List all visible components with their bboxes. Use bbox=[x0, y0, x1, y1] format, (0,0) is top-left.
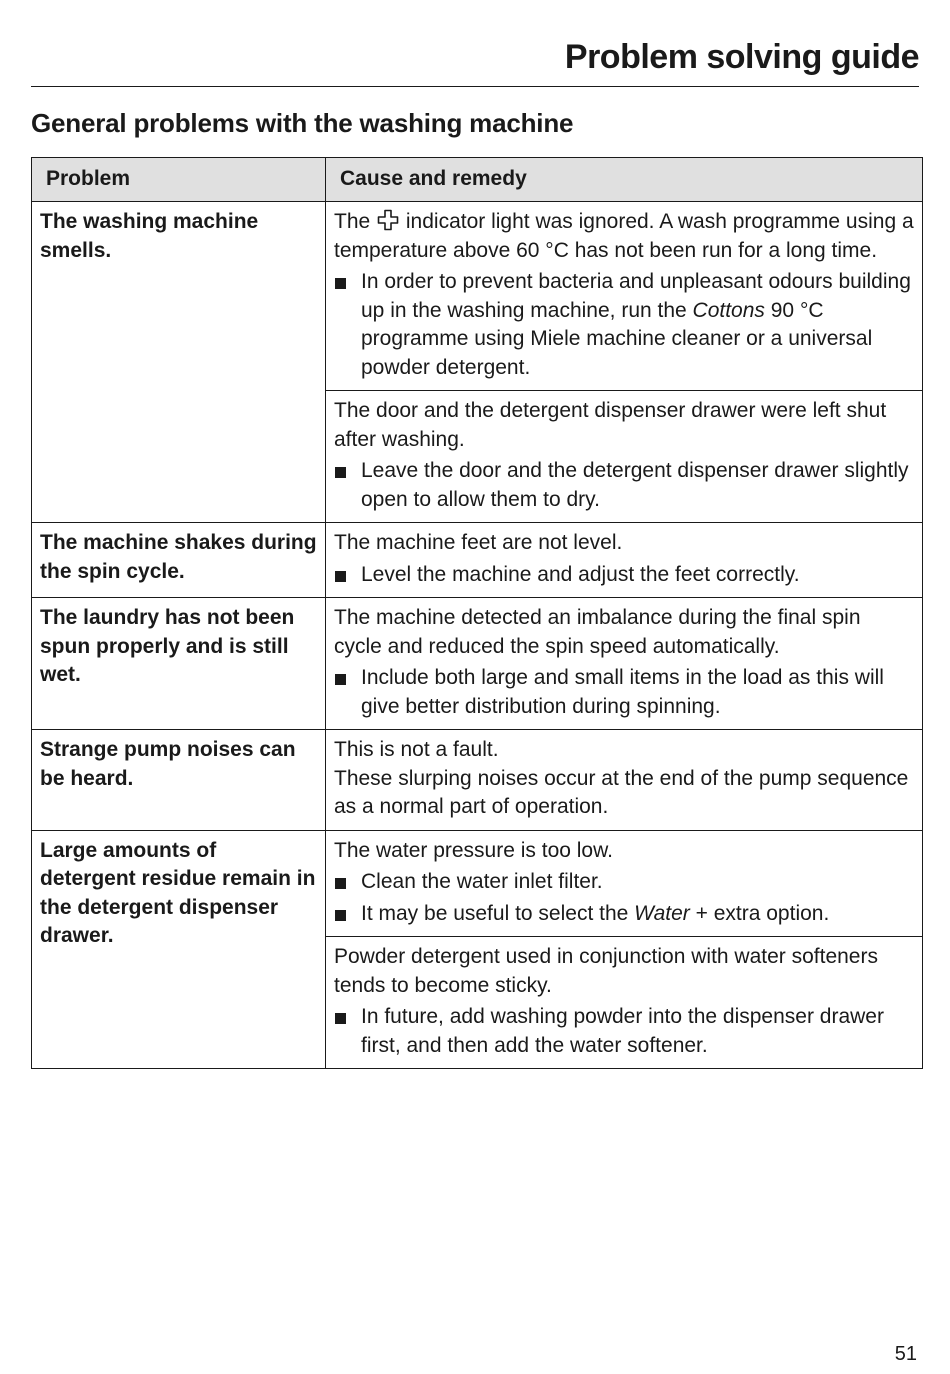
cause-text: Powder detergent used in conjunction with water softeners tends to become sticky. bbox=[334, 945, 878, 997]
problem-solving-table bbox=[31, 157, 923, 1069]
table-row bbox=[32, 523, 923, 598]
table-row bbox=[32, 730, 923, 831]
page-header bbox=[31, 34, 919, 87]
cause-cell bbox=[326, 730, 923, 831]
hygiene-indicator-icon bbox=[377, 209, 399, 231]
problem-cell: Strange pump noises can be heard. bbox=[32, 730, 326, 831]
cause-text: The water pressure is too low. bbox=[334, 838, 613, 862]
table-row bbox=[32, 830, 923, 937]
column-header-cause: Cause and remedy bbox=[326, 158, 923, 202]
bullet-icon bbox=[335, 278, 346, 289]
table-header-row bbox=[32, 158, 923, 202]
remedy-item: In future, add washing powder into the dispenser drawer first, and then add the water softener. bbox=[334, 1003, 914, 1060]
cause-cell bbox=[326, 202, 923, 391]
cause-cell bbox=[326, 937, 923, 1069]
remedy-item: Leave the door and the detergent dispenser drawer slightly open to allow them to dry. bbox=[334, 457, 914, 514]
cause-text: The machine feet are not level. bbox=[334, 531, 623, 554]
cause-cell bbox=[326, 391, 923, 523]
bullet-icon bbox=[335, 910, 346, 921]
problem-cell: The machine shakes during the spin cycle. bbox=[32, 523, 326, 598]
bullet-icon bbox=[335, 467, 346, 478]
cause-text: The door and the detergent dispenser drawer were left shut after washing. bbox=[334, 399, 887, 451]
cause-text: The indicator light was ignored. A wash programme using a temperature above 60 °C has not been run for a long time. bbox=[334, 210, 914, 262]
page-number: 51 bbox=[894, 1343, 917, 1365]
section-title: General problems with the washing machine bbox=[31, 108, 574, 138]
cause-text: The machine detected an imbalance during the final spin cycle and reduced the spin speed automatically. bbox=[334, 606, 861, 658]
problem-cell: Large amounts of detergent residue remain in the detergent dispenser drawer. bbox=[32, 830, 326, 1069]
remedy-item: It may be useful to select the Water + extra option. bbox=[334, 900, 914, 929]
remedy-item: Level the machine and adjust the feet correctly. bbox=[334, 561, 914, 590]
remedy-item: Clean the water inlet filter. bbox=[334, 868, 914, 897]
problem-cell: The laundry has not been spun properly and is still wet. bbox=[32, 598, 326, 730]
cause-cell bbox=[326, 523, 923, 598]
remedy-item: Include both large and small items in the load as this will give better distribution during spinning. bbox=[334, 664, 914, 721]
cause-cell bbox=[326, 598, 923, 730]
table-row bbox=[32, 598, 923, 730]
cause-text: These slurping noises occur at the end of the pump sequence as a normal part of operation. bbox=[334, 766, 909, 818]
remedy-item: In order to prevent bacteria and unpleasant odours building up in the washing machine, run the Cottons 90 °C programme using Miele machine cleaner or a universal powder detergent. bbox=[334, 268, 914, 382]
page-title: Problem solving guide bbox=[564, 38, 919, 76]
bullet-icon bbox=[335, 571, 346, 582]
column-header-problem: Problem bbox=[32, 158, 326, 202]
cause-cell bbox=[326, 830, 923, 937]
problem-cell: The washing machine smells. bbox=[32, 202, 326, 523]
bullet-icon bbox=[335, 878, 346, 889]
table-row bbox=[32, 202, 923, 391]
cause-text: This is not a fault. bbox=[334, 738, 499, 761]
bullet-icon bbox=[335, 674, 346, 685]
bullet-icon bbox=[335, 1013, 346, 1024]
